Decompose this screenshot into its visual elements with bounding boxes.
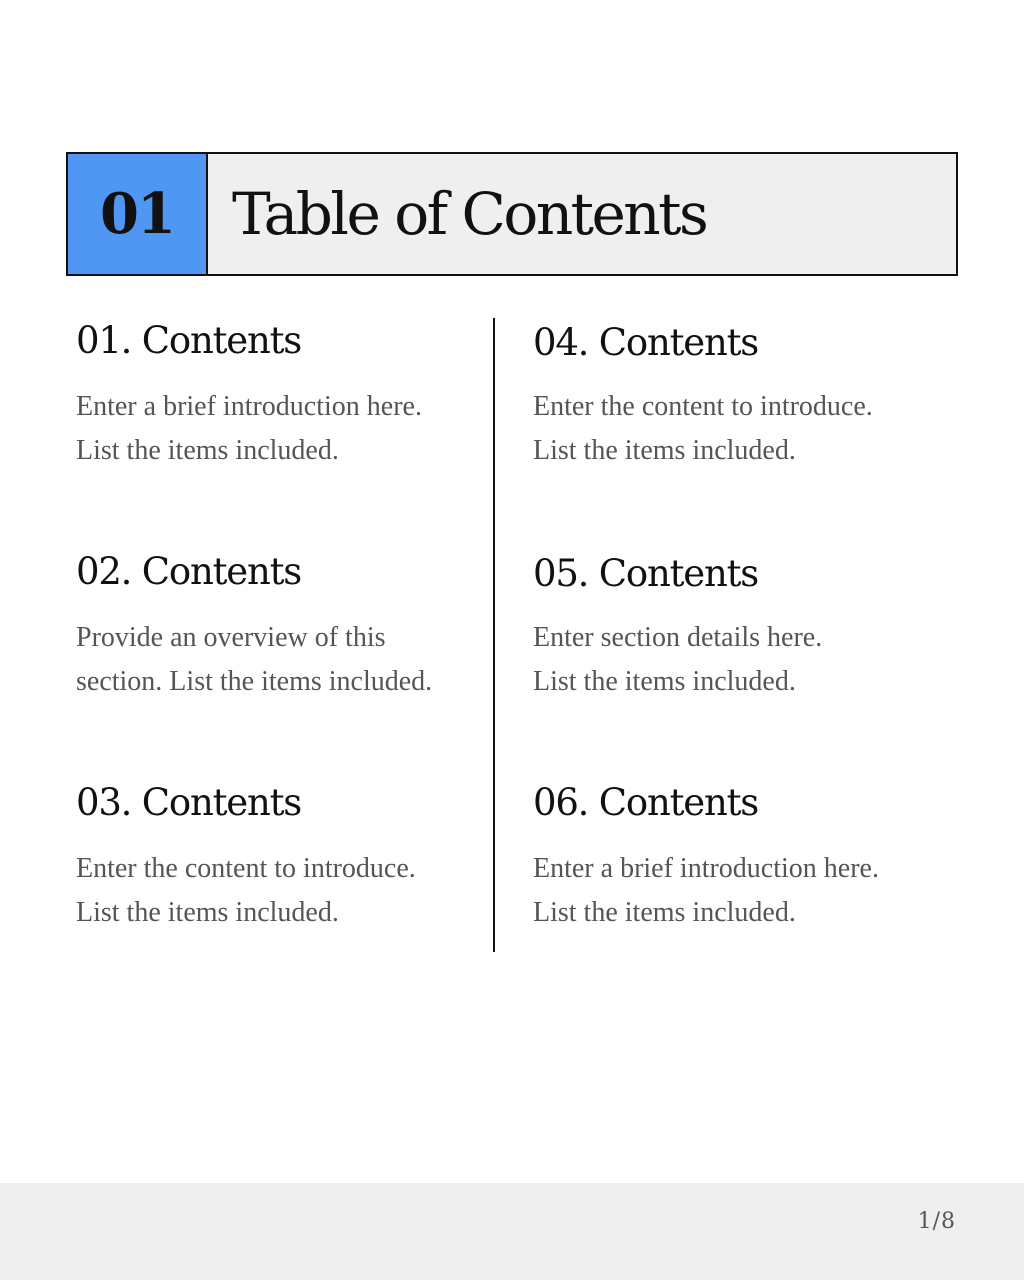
toc-item-description-line: List the items included. <box>533 666 796 697</box>
toc-item-title: 01. Contents <box>76 319 302 362</box>
toc-item-description <box>533 616 953 704</box>
toc-item-description-line: List the items included. <box>76 435 339 466</box>
toc-item-description-line: List the items included. <box>533 897 796 928</box>
toc-item-description-line: Enter the content to introduce. <box>76 853 416 884</box>
toc-item-description-line: Enter a brief introduction here. <box>76 391 422 422</box>
toc-item-title: 03. Contents <box>76 781 302 824</box>
toc-item-title: 02. Contents <box>76 550 302 593</box>
section-header <box>66 152 958 276</box>
toc-item-description-line: List the items included. <box>533 435 796 466</box>
footer-bar <box>0 1183 1024 1280</box>
toc-item-description <box>76 385 496 473</box>
toc-item <box>533 321 953 473</box>
toc-item-description <box>533 847 953 935</box>
toc-item-title: 06. Contents <box>533 781 759 824</box>
toc-item <box>76 781 496 935</box>
section-number: 01 <box>68 154 208 274</box>
toc-item-description-line: Enter section details here. <box>533 622 823 653</box>
toc-item-description-line: List the items included. <box>76 897 339 928</box>
toc-item-description <box>76 616 496 704</box>
toc-item-title: 04. Contents <box>533 321 759 364</box>
toc-item-description-line: Provide an overview of this <box>76 622 386 653</box>
toc-item-description <box>533 385 953 473</box>
toc-item-description-line: section. List the items included. <box>76 666 433 697</box>
page-indicator: 1/8 <box>917 1209 956 1234</box>
toc-item <box>76 319 496 473</box>
toc-item-title: 05. Contents <box>533 552 759 595</box>
toc-item <box>76 550 496 704</box>
page-title: Table of Contents <box>232 180 707 248</box>
toc-item-description-line: Enter a brief introduction here. <box>533 853 879 884</box>
toc-item <box>533 781 953 935</box>
toc-item-description <box>76 847 496 935</box>
toc-item <box>533 552 953 704</box>
toc-item-description-line: Enter the content to introduce. <box>533 391 873 422</box>
